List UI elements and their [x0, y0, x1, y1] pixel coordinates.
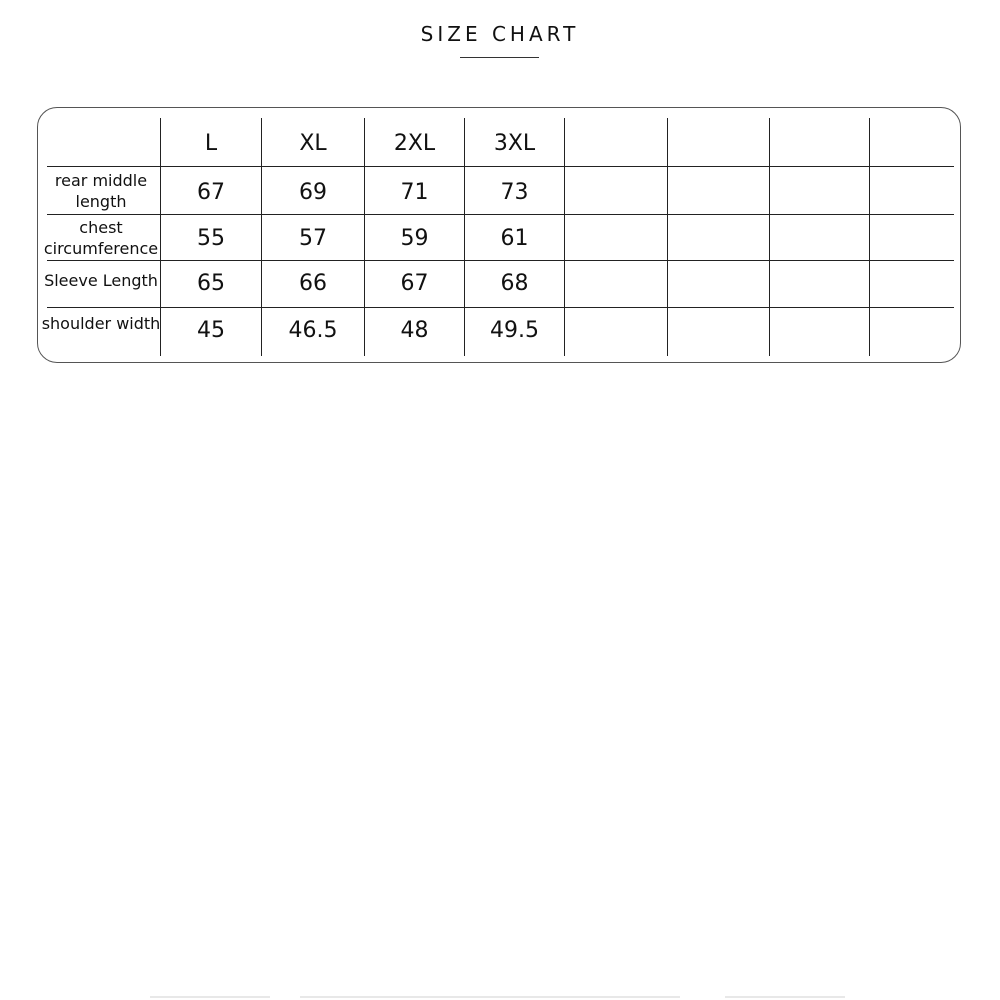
- row-label: shoulder width: [41, 314, 161, 333]
- grid-vline: [564, 118, 565, 356]
- table-cell: 49.5: [490, 318, 539, 343]
- size-header: 3XL: [493, 131, 536, 156]
- bottom-divider: [300, 996, 680, 998]
- table-cell: 61: [500, 226, 529, 251]
- title-underline: [460, 57, 539, 58]
- table-cell: 46.5: [288, 318, 338, 343]
- table-cell: 69: [299, 180, 327, 205]
- table-cell: 57: [299, 226, 327, 251]
- table-cell: 68: [500, 271, 529, 296]
- table-cell: 65: [197, 271, 225, 296]
- table-cell: 55: [197, 226, 225, 251]
- size-header: XL: [299, 131, 327, 156]
- row-label: Sleeve Length: [44, 271, 158, 290]
- table-cell: 48: [400, 318, 429, 343]
- grid-hline: [47, 260, 954, 261]
- row-label-line: length: [75, 192, 127, 211]
- size-chart-title: SIZE CHART: [420, 22, 580, 46]
- row-label-line: circumference: [43, 239, 159, 258]
- row-label-line: chest: [79, 218, 123, 237]
- table-cell: 73: [500, 180, 529, 205]
- grid-hline: [47, 214, 954, 215]
- table-cell: 71: [400, 180, 429, 205]
- row-label-line: rear middle: [54, 171, 148, 190]
- bottom-divider: [150, 996, 270, 998]
- grid-vline: [667, 118, 668, 356]
- size-header: 2XL: [393, 131, 436, 156]
- row-label: [42, 217, 160, 259]
- grid-hline: [47, 307, 954, 308]
- grid-hline: [47, 166, 954, 167]
- table-cell: 67: [400, 271, 429, 296]
- size-header: L: [204, 131, 218, 156]
- table-cell: 66: [299, 271, 327, 296]
- table-cell: 59: [400, 226, 429, 251]
- grid-vline: [769, 118, 770, 356]
- bottom-divider: [725, 996, 845, 998]
- table-cell: 67: [197, 180, 225, 205]
- grid-vline: [869, 118, 870, 356]
- table-cell: 45: [197, 318, 225, 343]
- row-label: [42, 170, 160, 212]
